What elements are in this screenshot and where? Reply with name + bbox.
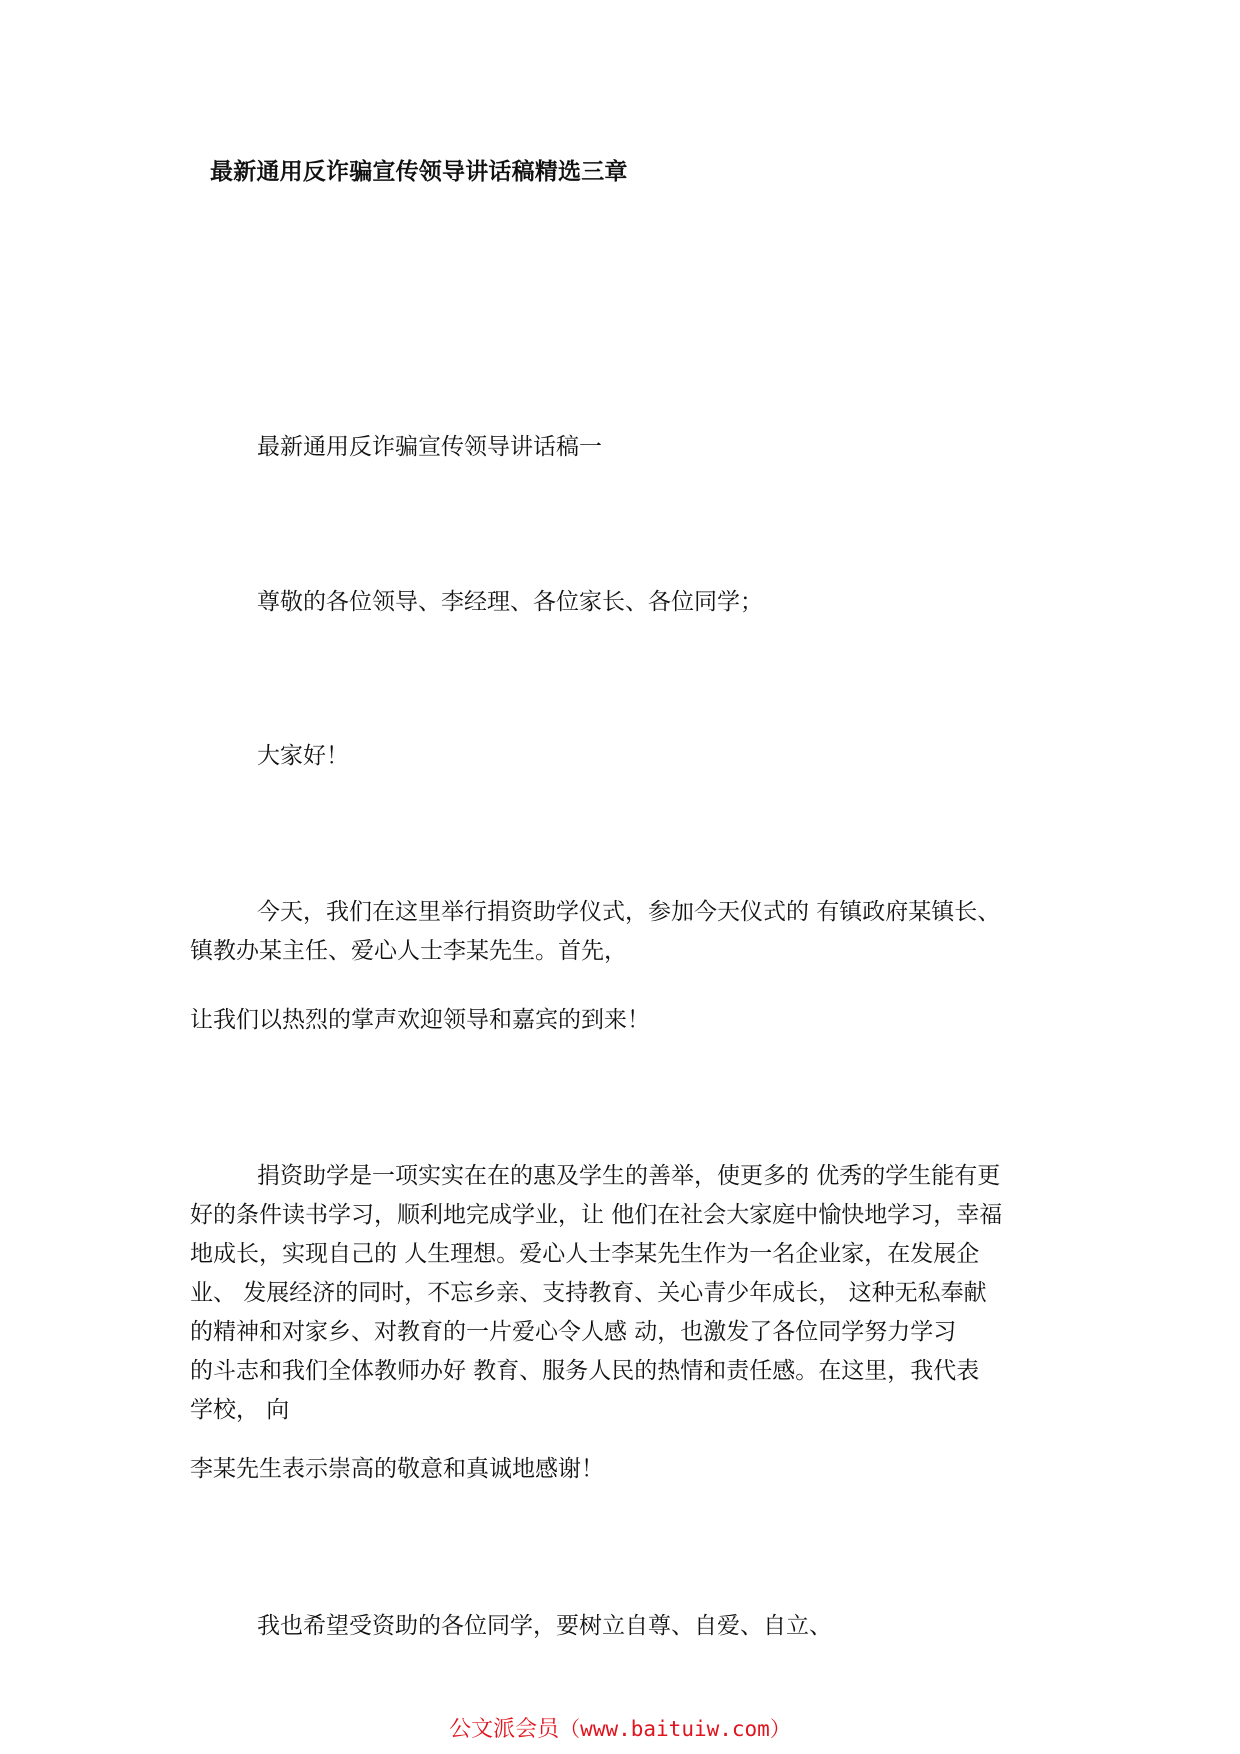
paragraph-line: 学校， 向 [190,1397,290,1423]
document-title: 最新通用反诈骗宣传领导讲话稿精选三章 [210,159,628,185]
footer-watermark [0,1712,1240,1743]
section-heading: 最新通用反诈骗宣传领导讲话稿一 [257,434,602,460]
footer-url[interactable]: （www.baituiw.com） [559,1717,791,1741]
paragraph-line: 我也希望受资助的各位同学，要树立自尊、自爱、自立、 [257,1613,832,1639]
paragraph-line: 好的条件读书学习，顺利地完成学业，让 他们在社会大家庭中愉快地学习，幸福 [190,1202,1003,1228]
paragraph-line: 让我们以热烈的掌声欢迎领导和嘉宾的到来！ [190,1007,650,1033]
paragraph-line: 捐资助学是一项实实在在的惠及学生的善举，使更多的 优秀的学生能有更 [257,1163,1001,1189]
paragraph-line: 今天，我们在这里举行捐资助学仪式，参加今天仪式的 有镇政府某镇长、 [257,899,1001,925]
paragraph-line: 李某先生表示崇高的敬意和真诚地感谢！ [190,1456,604,1482]
paragraph-line: 地成长，实现自己的 人生理想。爱心人士李某先生作为一名企业家，在发展企 [190,1241,980,1267]
paragraph-line: 业、 发展经济的同时，不忘乡亲、支持教育、关心青少年成长， 这种无私奉献 [190,1280,987,1306]
salutation: 尊敬的各位领导、李经理、各位家长、各位同学； [257,589,763,615]
footer-label: 公文派会员 [449,1717,560,1742]
greeting: 大家好！ [257,743,349,769]
paragraph-line: 镇教办某主任、爱心人士李某先生。首先， [190,938,627,964]
paragraph-line: 的斗志和我们全体教师办好 教育、服务人民的热情和责任感。在这里，我代表 [190,1358,980,1384]
paragraph-line: 的精神和对家乡、对教育的一片爱心令人感 动，也激发了各位同学努力学习 [190,1319,957,1345]
